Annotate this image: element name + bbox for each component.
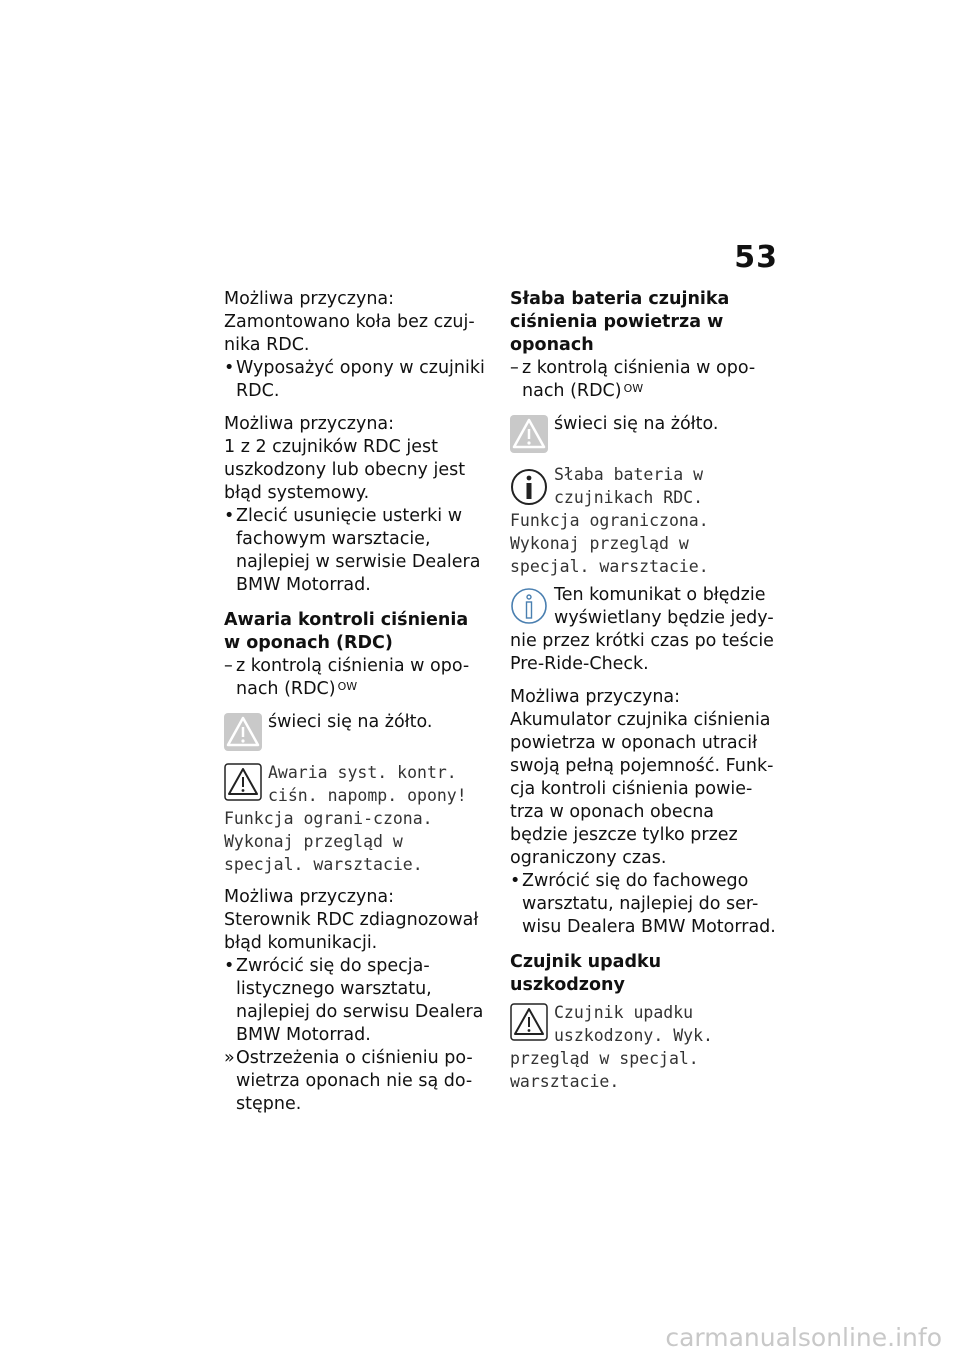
display-message-row <box>224 761 486 876</box>
warning-lamp-row <box>224 711 486 751</box>
action-item: • Zwrócić się do specja-listycznego warsztatu, najlepiej do serwisu Dealera BMW Motorrad. <box>224 955 486 1047</box>
warning-lamp-row <box>510 413 776 453</box>
section-heading: Słaba bateria czujnika ciśnienia powietrza w oponach <box>510 289 730 355</box>
cause-text: 1 z 2 czujników RDC jest uszkodzony lub obecny jest błąd systemowy. <box>224 437 466 503</box>
info-note: Ten komunikat o błędzie wyświetlany będzie jedy-nie przez krótki czas po teście Pre-Ride-Check. <box>510 585 774 674</box>
action-item: • Zwrócić się do fachowego warsztatu, najlepiej do ser-wisu Dealera BMW Motorrad. <box>510 870 776 939</box>
cause-label: Możliwa przyczyna: <box>224 289 395 309</box>
warning-triangle-filled-icon <box>510 415 548 453</box>
section-heading: Awaria kontroli ciśnienia w oponach (RDC) <box>224 610 469 653</box>
condition-item: – z kontrolą ciśnienia w opo-nach (RDC) $^{OW}$ <box>224 655 486 701</box>
cause-label: Możliwa przyczyna: <box>224 414 395 434</box>
cause-text: Akumulator czujnika ciśnienia powietrza w oponach utracił swoją pełną pojemność. Funk-cja kontroli ciśnienia powie-trza w oponach obecna będzie jeszcze tylko przez ograniczony czas. <box>510 710 774 868</box>
right-column <box>510 288 776 1093</box>
left-column <box>224 288 486 1116</box>
cause-label: Możliwa przyczyna: <box>224 887 395 907</box>
warning-triangle-icon <box>224 763 262 801</box>
result-item: » Ostrzeżenia o ciśnieniu po-wietrza oponach nie są do-stępne. <box>224 1047 486 1116</box>
display-message-row <box>510 463 776 578</box>
cause-text: Sterownik RDC zdiagnozował błąd komunikacji. <box>224 910 479 953</box>
display-message: Awaria syst. kontr. ciśn. napomp. opony! Funkcja ograni-czona. Wykonaj przegląd w specjal. warsztacie. <box>224 763 467 874</box>
warning-triangle-filled-icon <box>224 713 262 751</box>
warning-triangle-icon <box>510 1003 548 1041</box>
lamp-text: świeci się na żółto. <box>554 414 719 434</box>
info-note-row <box>510 584 776 676</box>
cause-text: Zamontowano koła bez czuj-nika RDC. <box>224 312 475 355</box>
page-number: 53 <box>734 240 778 275</box>
condition-sup: OW <box>623 382 644 395</box>
action-item: • Zlecić usunięcie usterki w fachowym warsztacie, najlepiej w serwisie Dealera BMW Motorrad. <box>224 505 486 597</box>
display-message-row <box>510 1001 776 1093</box>
info-icon <box>510 467 548 507</box>
info-outline-icon <box>510 586 548 626</box>
section-heading: Czujnik upadku uszkodzony <box>510 952 662 995</box>
condition-sup: OW <box>337 680 358 693</box>
action-item: • Wyposażyć opony w czujniki RDC. <box>224 357 486 403</box>
condition-item: – z kontrolą ciśnienia w opo-nach (RDC) $^{OW}$ <box>510 357 776 403</box>
lamp-text: świeci się na żółto. <box>268 712 433 732</box>
watermark: carmanualsonline.info <box>665 1323 942 1352</box>
display-message: Czujnik upadku uszkodzony. Wyk. przegląd w specjal. warsztacie. <box>510 1003 713 1091</box>
cause-label: Możliwa przyczyna: <box>510 687 681 707</box>
display-message: Słaba bateria w czujnikach RDC. Funkcja ograniczona. Wykonaj przegląd w specjal. warsztacie. <box>510 465 709 576</box>
